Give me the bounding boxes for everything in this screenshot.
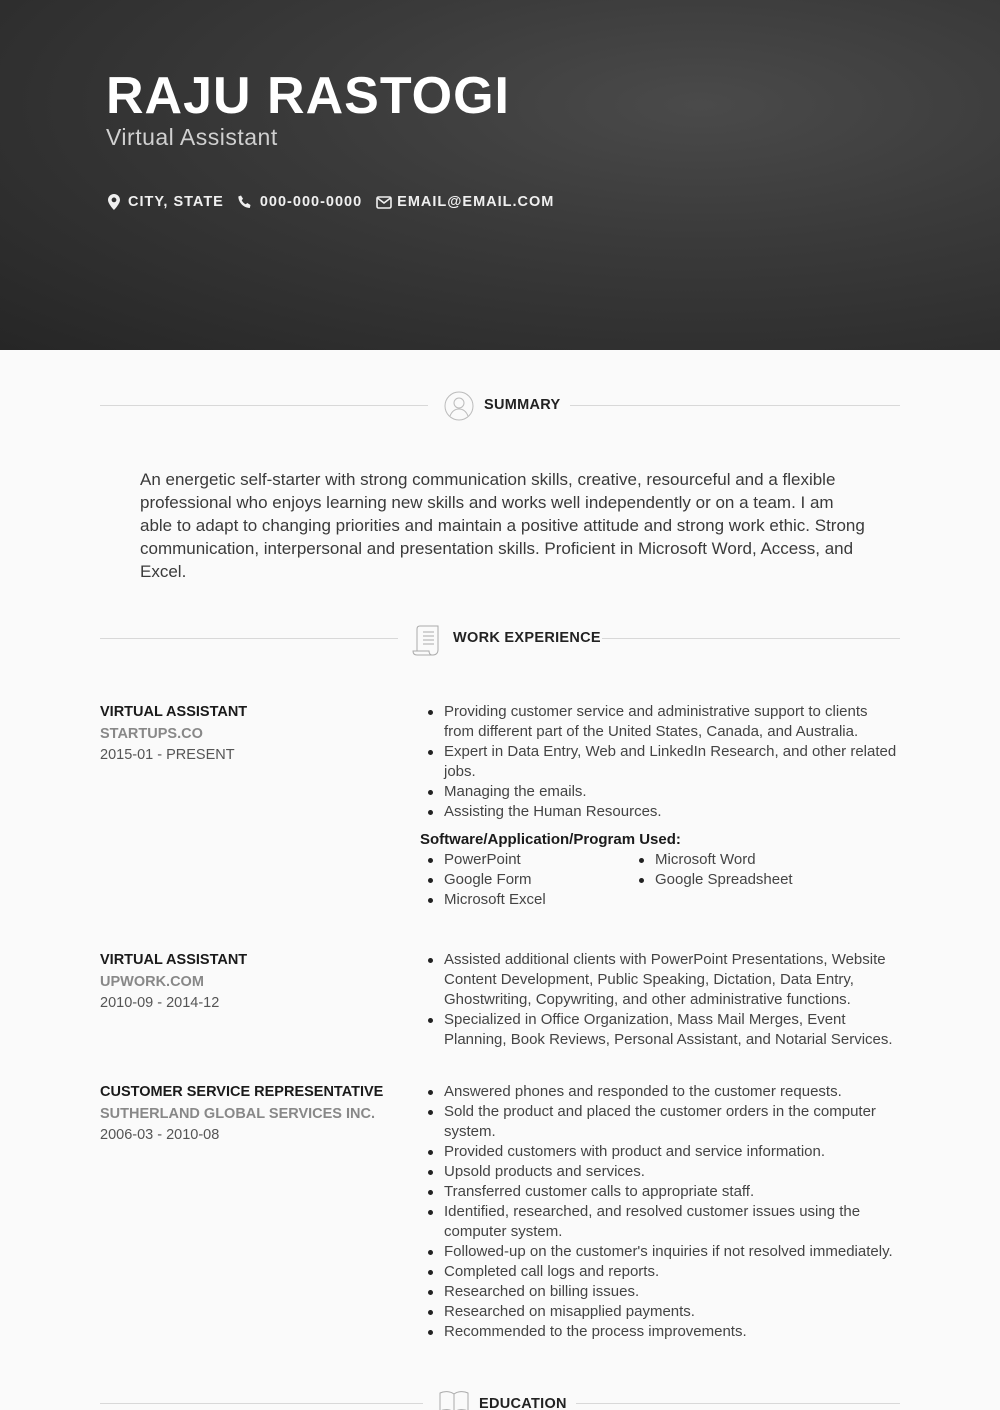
user-icon <box>444 391 474 421</box>
envelope-icon <box>376 196 392 209</box>
divider-line <box>100 1403 423 1404</box>
book-icon <box>438 1390 470 1410</box>
summary-text: An energetic self-starter with strong communication skills, creative, resourceful and a flexible professional who enjoys learning new skills and works well independently or on a team. I am able to adapt to changing priorities and maintain a positive attitude and strong work ethic. Strong communication, interpersonal and presentation skills. Proficient in Microsoft Word, Access, and Excel. <box>140 470 865 581</box>
list-item: Researched on billing issues. <box>420 1282 900 1302</box>
candidate-role: Virtual Assistant <box>106 124 278 150</box>
list-item: Assisted additional clients with PowerPoint Presentations, Website Content Development, Public Speaking, Dictation, Data Entry, Ghostwriting, Copywriting, and other administrative functions. <box>420 950 900 1010</box>
location-text: CITY, STATE <box>128 194 224 210</box>
job-details <box>420 1082 900 1342</box>
list-item: Managing the emails. <box>420 782 900 802</box>
software-column <box>631 850 793 910</box>
scroll-icon <box>412 623 442 657</box>
job-dates: 2015-01 - PRESENT <box>100 747 235 763</box>
list-item: Google Spreadsheet <box>631 870 793 890</box>
job-dates: 2010-09 - 2014-12 <box>100 995 220 1011</box>
education-heading <box>100 1386 900 1410</box>
job-dates: 2006-03 - 2010-08 <box>100 1127 220 1143</box>
list-item: Researched on misapplied payments. <box>420 1302 900 1322</box>
job-bullets <box>420 702 900 822</box>
list-item: Google Form <box>420 870 631 890</box>
candidate-name: RAJU RASTOGI <box>106 67 510 125</box>
phone-icon <box>238 195 252 209</box>
section-title: WORK EXPERIENCE <box>453 630 601 646</box>
divider-line <box>602 638 900 639</box>
section-title: EDUCATION <box>479 1396 567 1410</box>
divider-line <box>100 638 398 639</box>
software-column <box>420 850 631 910</box>
phone-text: 000-000-0000 <box>259 194 363 210</box>
job-title: VIRTUAL ASSISTANT <box>100 704 248 720</box>
list-item: Completed call logs and reports. <box>420 1262 900 1282</box>
list-item: Expert in Data Entry, Web and LinkedIn Research, and other related jobs. <box>420 742 900 782</box>
job-bullets <box>420 1082 900 1342</box>
software-list <box>420 850 900 910</box>
job-details <box>420 950 900 1050</box>
list-item: Providing customer service and administrative support to clients from different part of the United States, Canada, and Australia. <box>420 702 900 742</box>
job-details <box>420 702 900 910</box>
list-item: Microsoft Excel <box>420 890 631 910</box>
divider-line <box>100 405 428 406</box>
job-bullets <box>420 950 900 1050</box>
list-item: Followed-up on the customer's inquiries if not resolved immediately. <box>420 1242 900 1262</box>
list-item: Provided customers with product and service information. <box>420 1142 900 1162</box>
list-item: Assisting the Human Resources. <box>420 802 900 822</box>
map-pin-icon <box>108 194 120 210</box>
contact-phone <box>238 194 362 210</box>
summary-heading <box>100 388 900 424</box>
contact-bar <box>108 194 568 210</box>
list-item: Recommended to the process improvements. <box>420 1322 900 1342</box>
divider-line <box>576 1403 900 1404</box>
list-item: PowerPoint <box>420 850 631 870</box>
list-item: Upsold products and services. <box>420 1162 900 1182</box>
contact-email[interactable] <box>376 194 554 210</box>
list-item: Specialized in Office Organization, Mass Mail Merges, Event Planning, Book Reviews, Personal Assistant, and Notarial Services. <box>420 1010 900 1050</box>
job-meta <box>100 1081 400 1146</box>
list-item: Microsoft Word <box>631 850 793 870</box>
job-title: CUSTOMER SERVICE REPRESENTATIVE <box>100 1084 384 1100</box>
list-item: Transferred customer calls to appropriate staff. <box>420 1182 900 1202</box>
job-company: STARTUPS.CO <box>100 726 203 742</box>
email-text: EMAIL@EMAIL.COM <box>397 194 555 210</box>
section-title: SUMMARY <box>484 397 561 413</box>
job-meta <box>100 949 400 1014</box>
list-item: Answered phones and responded to the customer requests. <box>420 1082 900 1102</box>
resume-header <box>0 0 1000 350</box>
job-company: SUTHERLAND GLOBAL SERVICES INC. <box>100 1106 375 1122</box>
divider-line <box>570 405 900 406</box>
list-item: Identified, researched, and resolved customer issues using the computer system. <box>420 1202 900 1242</box>
job-title: VIRTUAL ASSISTANT <box>100 952 248 968</box>
software-title: Software/Application/Program Used: <box>420 831 681 848</box>
work-heading <box>100 621 900 657</box>
list-item: Sold the product and placed the customer orders in the computer system. <box>420 1102 900 1142</box>
contact-location <box>108 194 224 210</box>
job-meta <box>100 701 400 766</box>
job-company: UPWORK.COM <box>100 974 204 990</box>
